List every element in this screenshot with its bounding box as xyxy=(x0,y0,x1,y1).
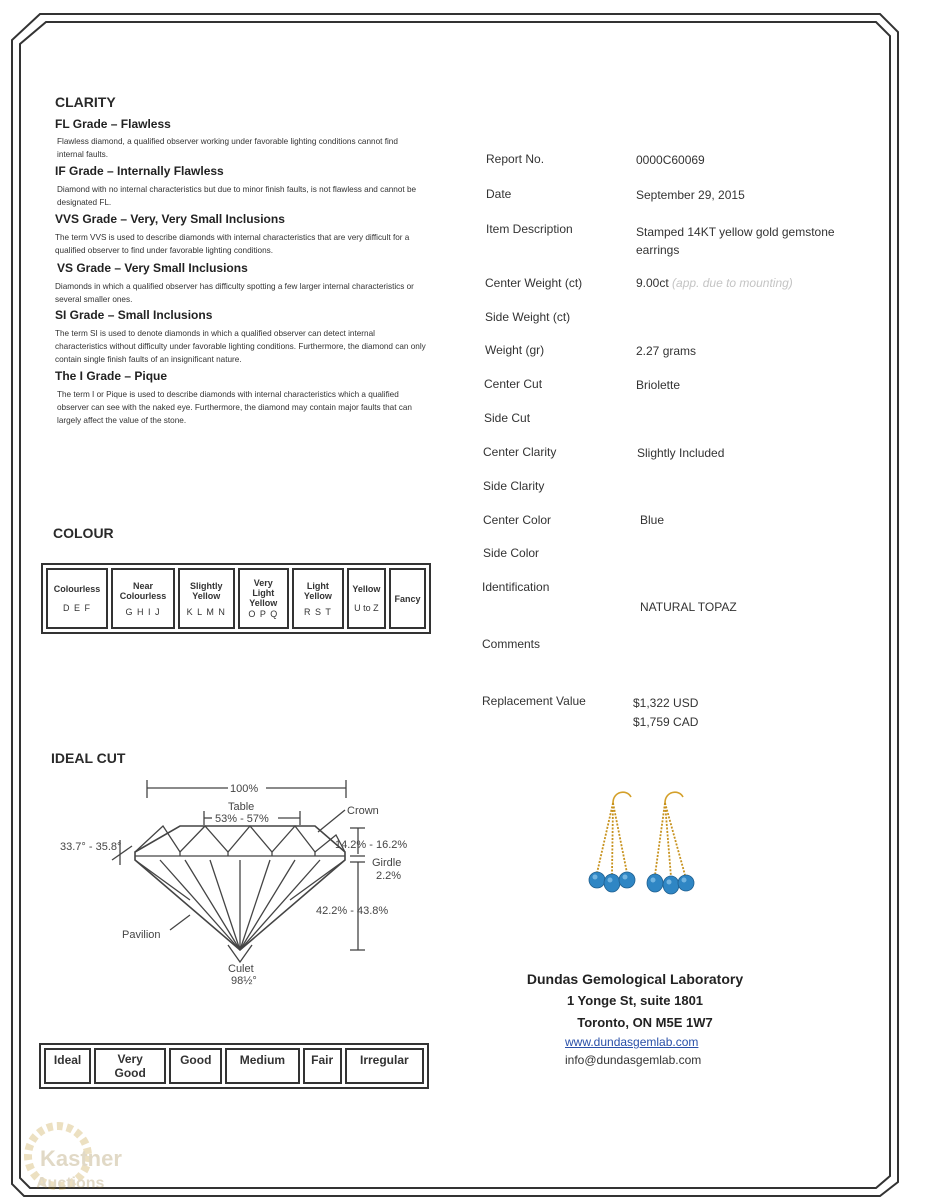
clarity-heading: CLARITY xyxy=(55,94,116,110)
colour-cell-near-colourless: Near Colourless G H I J xyxy=(111,568,175,629)
grade-vs-text: Diamonds in which a qualified observer has difficulty spotting a few larger internal characteristics or several smaller ones. xyxy=(55,282,414,304)
dim-pavilion-depth: 42.2% - 43.8% xyxy=(316,905,389,917)
svg-text:Kastner: Kastner xyxy=(40,1146,122,1171)
value-item-description: Stamped 14KT yellow gold gemstone earrings xyxy=(636,225,835,257)
value-identification: NATURAL TOPAZ xyxy=(640,600,737,614)
replacement-usd: $1,322 USD xyxy=(633,696,699,710)
colour-cell-yellow: Yellow U to Z xyxy=(347,568,386,629)
label-side-cut: Side Cut xyxy=(484,411,531,425)
label-side-color: Side Color xyxy=(483,546,540,560)
lab-website-link[interactable]: www.dundasgemlab.com xyxy=(565,1035,699,1049)
dim-culet-value: 98½° xyxy=(231,975,257,987)
grade-if-text: Diamond with no internal characteristics but due to minor finish faults, is not flawless and cannot be designated FL. xyxy=(57,185,417,207)
value-replacement-value xyxy=(633,694,698,732)
value-weight-gr: 2.27 grams xyxy=(636,344,697,358)
colour-heading: COLOUR xyxy=(53,525,114,541)
diamond-cut-diagram xyxy=(40,770,440,990)
cut-grade-ideal: Ideal xyxy=(44,1048,91,1084)
kastner-auctions-watermark-logo xyxy=(18,1118,138,1193)
value-date: September 29, 2015 xyxy=(636,188,745,202)
dim-girdle: Girdle xyxy=(372,857,402,869)
dim-culet: Culet xyxy=(228,963,254,975)
grade-i-text: The term I or Pique is used to describe diamonds with internal characteristics which a qualified observer can see with the naked eye. Furthermore, the diamond may contain major faults that can largely affect the value of the stone. xyxy=(57,390,412,425)
value-center-weight: 9.00ct (app. due to mounting) xyxy=(636,276,793,290)
dim-pavilion: Pavilion xyxy=(122,929,161,941)
cut-grade-very-good: Very Good xyxy=(94,1048,166,1084)
label-center-cut: Center Cut xyxy=(484,377,543,391)
grade-fl-text: Flawless diamond, a qualified observer working under favorable lighting conditions cannot find internal faults. xyxy=(57,137,398,159)
replacement-cad: $1,759 CAD xyxy=(633,715,699,729)
grade-vvs-text: The term VVS is used to describe diamonds with internal characteristics that are very difficult for a qualified observer to find under favorable lighting conditions. xyxy=(55,233,410,255)
grade-si-title: SI Grade – Small Inclusions xyxy=(55,308,213,322)
label-center-clarity: Center Clarity xyxy=(483,445,557,459)
dim-table-label: Table xyxy=(228,801,255,813)
lab-address-1: 1 Yonge St, suite 1801 xyxy=(566,993,704,1008)
dim-total: 100% xyxy=(230,783,259,795)
cut-grade-good: Good xyxy=(169,1048,222,1084)
label-center-weight: Center Weight (ct) xyxy=(485,276,583,290)
cut-grade-fair: Fair xyxy=(303,1048,342,1084)
label-comments: Comments xyxy=(482,637,541,651)
label-report-no: Report No. xyxy=(486,152,545,166)
label-item-description: Item Description xyxy=(486,222,573,236)
grade-i-title: The I Grade – Pique xyxy=(55,369,168,383)
colour-cell-slightly-yellow: Slightly Yellow K L M N xyxy=(178,568,235,629)
grade-fl-title: FL Grade – Flawless xyxy=(55,117,171,131)
grade-vs-title: VS Grade – Very Small Inclusions xyxy=(57,261,248,275)
center-weight-note: (app. due to mounting) xyxy=(672,276,793,290)
grade-if-title: IF Grade – Internally Flawless xyxy=(55,164,224,178)
lab-address-2: Toronto, ON M5E 1W7 xyxy=(577,1015,713,1030)
value-report-no: 0000C60069 xyxy=(636,153,705,167)
colour-cell-fancy: Fancy xyxy=(389,568,426,629)
label-side-weight: Side Weight (ct) xyxy=(485,310,571,324)
cut-grade-medium: Medium xyxy=(225,1048,299,1084)
colour-cell-very-light-yellow: Very Light Yellow O P Q xyxy=(238,568,290,629)
colour-cell-light-yellow: Light Yellow R S T xyxy=(292,568,344,629)
label-weight-gr: Weight (gr) xyxy=(485,343,545,357)
grade-vvs-title: VVS Grade – Very, Very Small Inclusions xyxy=(55,212,285,226)
label-date: Date xyxy=(486,187,512,201)
dim-crown-angle: 33.7° - 35.8° xyxy=(60,841,122,853)
ideal-cut-heading: IDEAL CUT xyxy=(51,750,126,766)
dim-crown: Crown xyxy=(347,805,379,817)
grade-si-text: The term SI is used to denote diamonds in which a qualified observer can detect internal characteristics without difficulty under favorable lighting conditions. Furthermore, the diamond can only contain single finish faults of an insignificant nature. xyxy=(55,329,426,364)
label-side-clarity: Side Clarity xyxy=(483,479,545,493)
lab-name: Dundas Gemological Laboratory xyxy=(526,971,744,987)
dim-table-range: 53% - 57% xyxy=(215,813,269,825)
label-identification: Identification xyxy=(482,580,550,594)
colour-cell-colourless: Colourless D E F xyxy=(46,568,108,629)
svg-text:Auctions: Auctions xyxy=(36,1175,105,1192)
cut-grade-table xyxy=(39,1043,429,1089)
colour-scale-table xyxy=(41,563,431,634)
lab-email: info@dundasgemlab.com xyxy=(565,1053,702,1067)
label-center-color: Center Color xyxy=(483,513,552,527)
earrings-photo xyxy=(575,785,715,900)
value-center-color: Blue xyxy=(640,513,665,527)
dim-girdle-value: 2.2% xyxy=(376,870,402,882)
label-replacement-value: Replacement Value xyxy=(482,694,586,708)
value-center-clarity: Slightly Included xyxy=(637,446,725,460)
cut-grade-irregular: Irregular xyxy=(345,1048,424,1084)
dim-crown-height: 14.2% - 16.2% xyxy=(335,839,408,851)
value-center-cut: Briolette xyxy=(636,378,681,392)
